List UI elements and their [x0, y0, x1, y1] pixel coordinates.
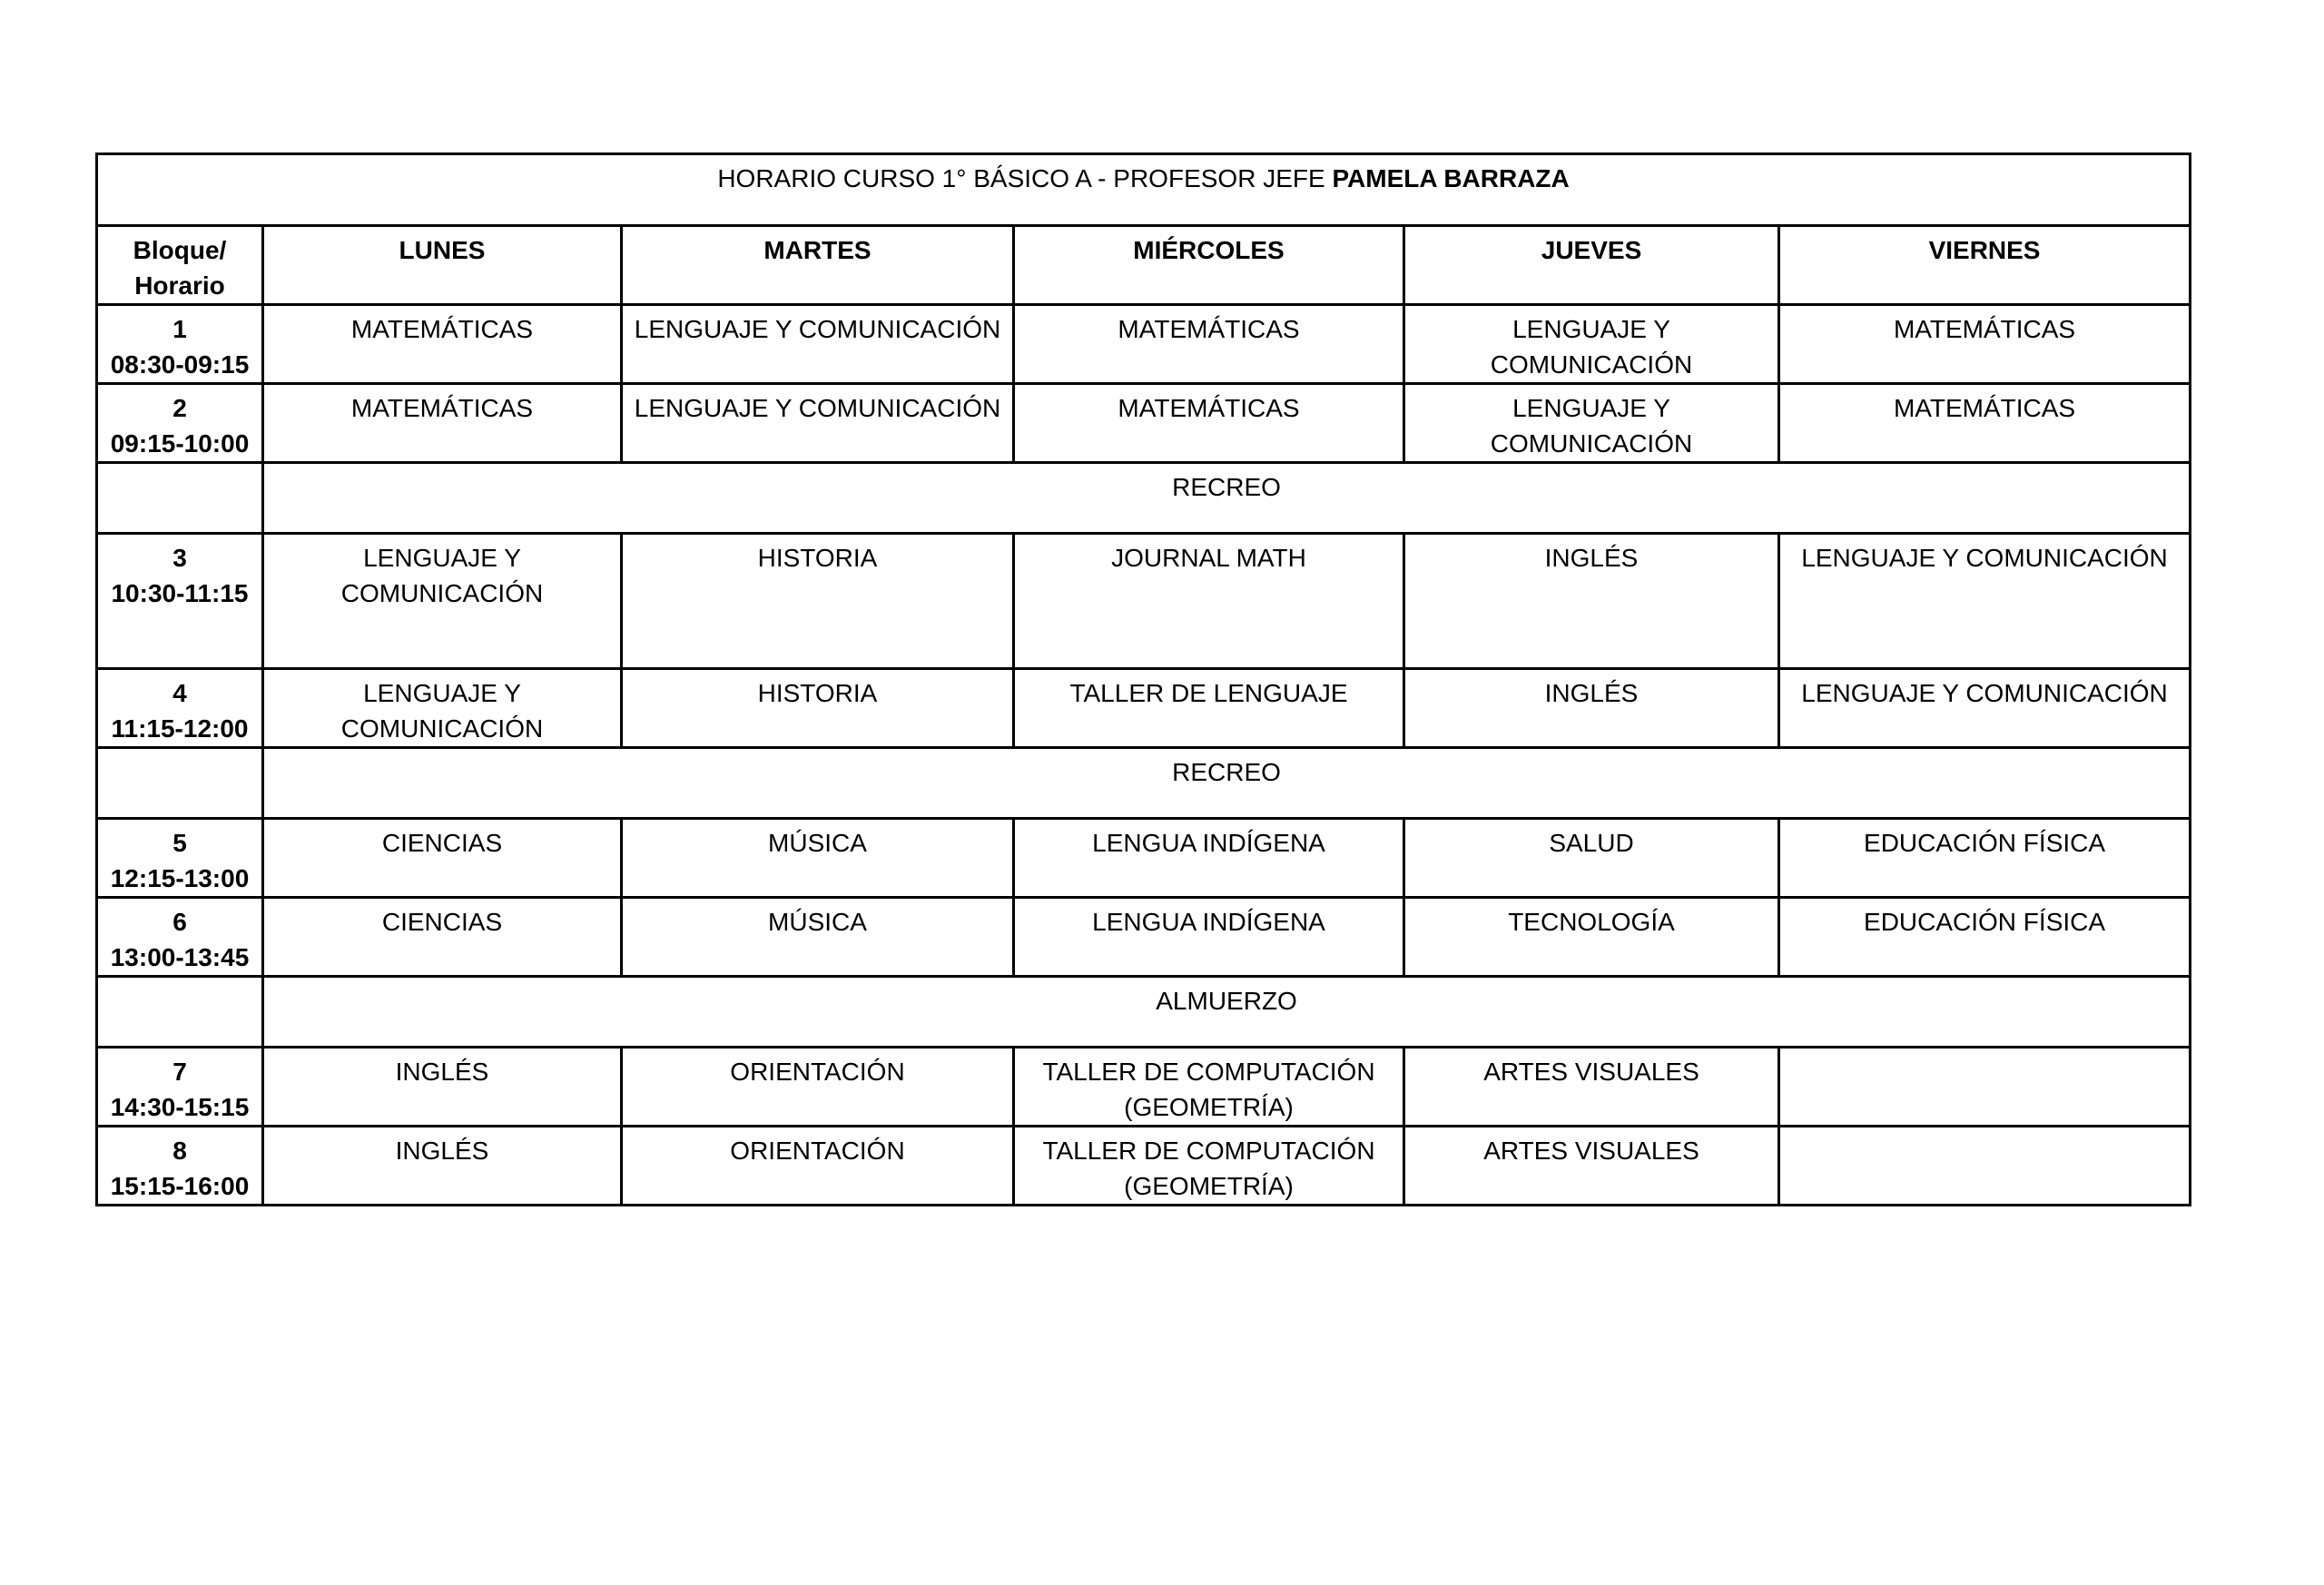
block-number: 8: [172, 1137, 187, 1165]
break-row: [97, 748, 2191, 819]
subject-cell: JOURNAL MATH: [1014, 534, 1404, 669]
break-empty-cell: [97, 748, 263, 819]
subject-cell: LENGUA INDÍGENA: [1014, 819, 1404, 898]
subject-cell: SALUD: [1404, 819, 1779, 898]
subject-cell: ARTES VISUALES: [1404, 1048, 1779, 1127]
subject-cell: TALLER DE LENGUAJE: [1014, 669, 1404, 748]
block-label: [97, 898, 263, 977]
block-number: 3: [172, 544, 187, 572]
title-row: [97, 154, 2191, 226]
subject-cell: MATEMÁTICAS: [1014, 305, 1404, 384]
header-day: VIERNES: [1779, 226, 2191, 305]
subject-cell: CIENCIAS: [263, 898, 622, 977]
block-time: 14:30-15:15: [110, 1093, 250, 1121]
subject-cell: EDUCACIÓN FÍSICA: [1779, 898, 2191, 977]
title-prefix: HORARIO CURSO 1° BÁSICO A - PROFESOR JEFE: [717, 164, 1333, 192]
break-row: [97, 977, 2191, 1048]
block-row: [97, 898, 2191, 977]
block-label: [97, 1048, 263, 1127]
schedule-title: [97, 154, 2191, 226]
block-row: [97, 669, 2191, 748]
block-label: [97, 669, 263, 748]
block-number: 6: [172, 908, 187, 936]
subject-cell: LENGUA INDÍGENA: [1014, 898, 1404, 977]
block-number: 1: [172, 315, 187, 343]
subject-cell: LENGUAJE Y COMUNICACIÓN: [622, 305, 1014, 384]
block-label: [97, 534, 263, 669]
block-label: [97, 1127, 263, 1206]
subject-cell: [1779, 1048, 2191, 1127]
subject-cell: ARTES VISUALES: [1404, 1127, 1779, 1206]
block-time: 12:15-13:00: [110, 864, 250, 892]
subject-cell: LENGUAJE Y COMUNICACIÓN: [1779, 534, 2191, 669]
block-time: 13:00-13:45: [110, 943, 250, 971]
subject-cell: TECNOLOGÍA: [1404, 898, 1779, 977]
break-label: RECREO: [263, 463, 2191, 534]
block-row: [97, 1127, 2191, 1206]
subject-cell: LENGUAJE Y COMUNICACIÓN: [1404, 384, 1779, 463]
block-row: [97, 819, 2191, 898]
block-time: 08:30-09:15: [110, 350, 250, 379]
subject-cell: LENGUAJE Y COMUNICACIÓN: [263, 534, 622, 669]
subject-cell: MATEMÁTICAS: [1779, 384, 2191, 463]
block-number: 4: [172, 679, 187, 707]
break-empty-cell: [97, 463, 263, 534]
header-day: MARTES: [622, 226, 1014, 305]
subject-cell: LENGUAJE Y COMUNICACIÓN: [263, 669, 622, 748]
subject-cell: MATEMÁTICAS: [1014, 384, 1404, 463]
break-row: [97, 463, 2191, 534]
subject-cell: MATEMÁTICAS: [263, 384, 622, 463]
subject-cell: [1779, 1127, 2191, 1206]
break-label: ALMUERZO: [263, 977, 2191, 1048]
subject-cell: ORIENTACIÓN: [622, 1048, 1014, 1127]
block-row: [97, 1048, 2191, 1127]
subject-cell: CIENCIAS: [263, 819, 622, 898]
subject-cell: LENGUAJE Y COMUNICACIÓN: [1779, 669, 2191, 748]
block-number: 2: [172, 394, 187, 422]
block-label: [97, 384, 263, 463]
block-time: 09:15-10:00: [110, 429, 250, 458]
schedule-table: [95, 153, 2191, 1206]
subject-cell: TALLER DE COMPUTACIÓN (GEOMETRÍA): [1014, 1048, 1404, 1127]
subject-cell: LENGUAJE Y COMUNICACIÓN: [622, 384, 1014, 463]
subject-cell: HISTORIA: [622, 669, 1014, 748]
block-time: 10:30-11:15: [111, 579, 249, 607]
header-day: JUEVES: [1404, 226, 1779, 305]
subject-cell: EDUCACIÓN FÍSICA: [1779, 819, 2191, 898]
subject-cell: INGLÉS: [263, 1127, 622, 1206]
subject-cell: INGLÉS: [263, 1048, 622, 1127]
subject-cell: INGLÉS: [1404, 669, 1779, 748]
header-row: [97, 226, 2191, 305]
subject-cell: MÚSICA: [622, 819, 1014, 898]
teacher-name: PAMELA BARRAZA: [1332, 164, 1570, 192]
subject-cell: MÚSICA: [622, 898, 1014, 977]
break-label: RECREO: [263, 748, 2191, 819]
block-number: 5: [172, 829, 187, 857]
block-label: [97, 305, 263, 384]
subject-cell: TALLER DE COMPUTACIÓN (GEOMETRÍA): [1014, 1127, 1404, 1206]
block-time: 15:15-16:00: [110, 1172, 250, 1200]
break-empty-cell: [97, 977, 263, 1048]
block-label: [97, 819, 263, 898]
subject-cell: LENGUAJE Y COMUNICACIÓN: [1404, 305, 1779, 384]
header-day: LUNES: [263, 226, 622, 305]
subject-cell: ORIENTACIÓN: [622, 1127, 1014, 1206]
block-number: 7: [172, 1058, 187, 1086]
block-row: [97, 384, 2191, 463]
header-block-label: Bloque/ Horario: [97, 226, 263, 305]
subject-cell: INGLÉS: [1404, 534, 1779, 669]
header-day: MIÉRCOLES: [1014, 226, 1404, 305]
subject-cell: HISTORIA: [622, 534, 1014, 669]
subject-cell: MATEMÁTICAS: [263, 305, 622, 384]
block-row: [97, 534, 2191, 669]
block-time: 11:15-12:00: [111, 714, 249, 743]
block-row: [97, 305, 2191, 384]
subject-cell: MATEMÁTICAS: [1779, 305, 2191, 384]
